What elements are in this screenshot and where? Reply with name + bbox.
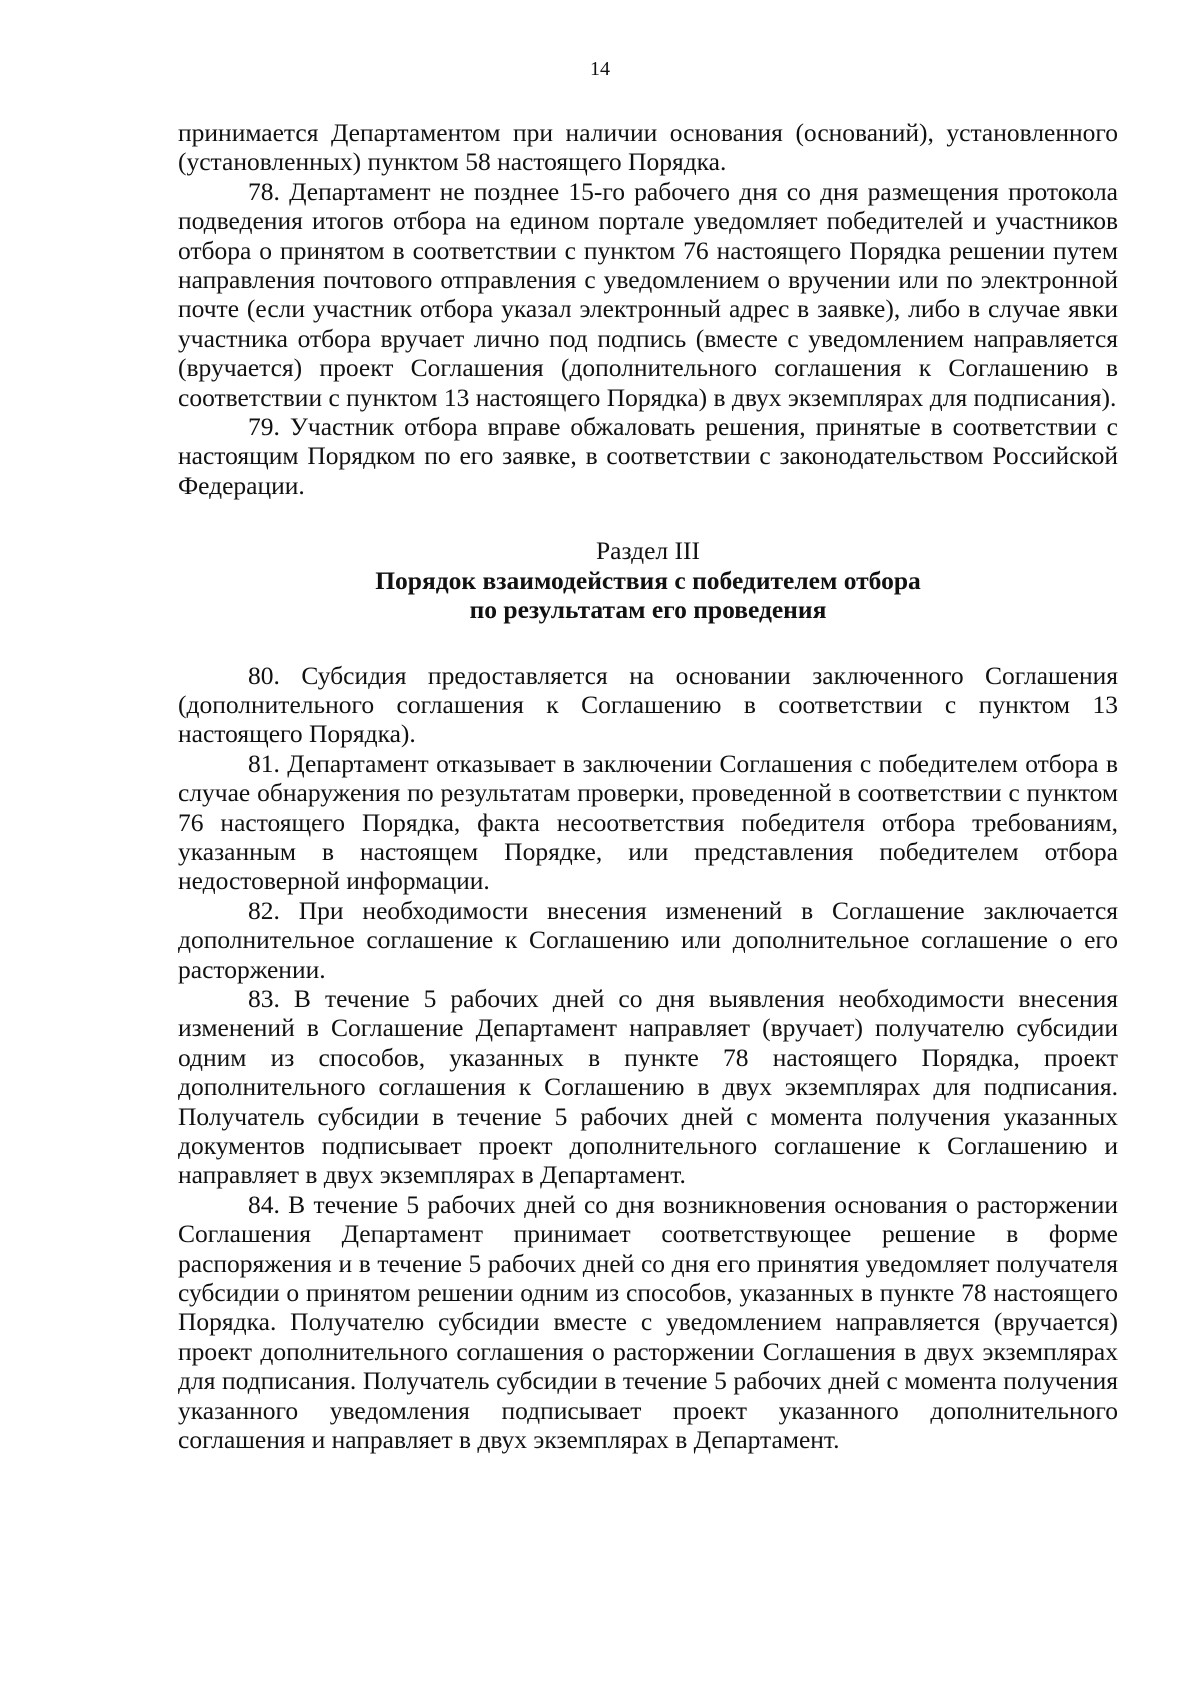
page-number: 14: [590, 58, 610, 80]
paragraph-84: 84. В течение 5 рабочих дней со дня возникновения основания о расторжении Соглашения Департамент принимает соответствующее решение в форме распоряжения и в течение 5 рабочих дней со дня его принятия уведомляет получателя субсидии о принятом решении одним из способов, указанных в пункте 78 настоящего Порядка. Получателю субсидии вместе с уведомлением направляется (вручается) проект дополнительного соглашения о расторжении Соглашения в двух экземплярах для подписания. Получатель субсидии в течение 5 рабочих дней с момента получения указанного уведомления подписывает проект указанного дополнительного соглашения и направляет в двух экземплярах в Департамент.: [178, 1189, 1118, 1455]
paragraph-79: 79. Участник отбора вправе обжаловать решения, принятые в соответствии с настоящим Порядком по его заявке, в соответствии с законодательством Российской Федерации.: [178, 412, 1118, 500]
document-body: [178, 118, 1118, 1454]
paragraph-83: 83. В течение 5 рабочих дней со дня выявления необходимости внесения изменений в Соглашение Департамент направляет (вручает) получателю субсидии одним из способов, указанных в пункте 78 настоящего Порядка, проект дополнительного соглашения к Соглашению в двух экземплярах для подписания. Получатель субсидии в течение 5 рабочих дней с момента получения указанных документов подписывает проект дополнительного соглашение к Соглашению и направляет в двух экземплярах в Департамент.: [178, 983, 1118, 1190]
section-heading: [178, 536, 1118, 624]
section-label: Раздел III: [596, 536, 700, 566]
paragraph-80: 80. Субсидия предоставляется на основании заключенного Соглашения (дополнительного соглашения к Соглашению в соответствии с пунктом 13 настоящего Порядка).: [178, 660, 1118, 749]
section-title-line-1: Порядок взаимодействия с победителем отбора: [375, 565, 921, 595]
paragraph-78: 78. Департамент не позднее 15-го рабочего дня со дня размещения протокола подведения итогов отбора на едином портале уведомляет победителей и участников отбора о принятом в соответствии с пунктом 76 настоящего Порядка решении путем направления почтового отправления с уведомлением о вручении или по электронной почте (если участник отбора указал электронный адрес в заявке), либо в случае явки участника отбора вручает лично под подпись (вместе с уведомлением направляется (вручается) проект Соглашения (дополнительного соглашения к Соглашению в соответствии с пунктом 13 настоящего Порядка) в двух экземплярах для подписания).: [178, 176, 1118, 412]
paragraph-81: 81. Департамент отказывает в заключении Соглашения с победителем отбора в случае обнаружения по результатам проверки, проведенной в соответствии с пунктом 76 настоящего Порядка, факта несоответствия победителя отбора требованиям, указанным в настоящем Порядке, или представления победителем отбора недостоверной информации.: [178, 748, 1118, 896]
paragraph-continuation: принимается Департаментом при наличии основания (оснований), установленного (установленных) пунктом 58 настоящего Порядка.: [178, 118, 1118, 177]
section-title-line-2: по результатам его проведения: [469, 595, 827, 625]
paragraph-82: 82. При необходимости внесения изменений в Соглашение заключается дополнительное соглашение к Соглашению или дополнительное соглашение о его расторжении.: [178, 895, 1118, 984]
